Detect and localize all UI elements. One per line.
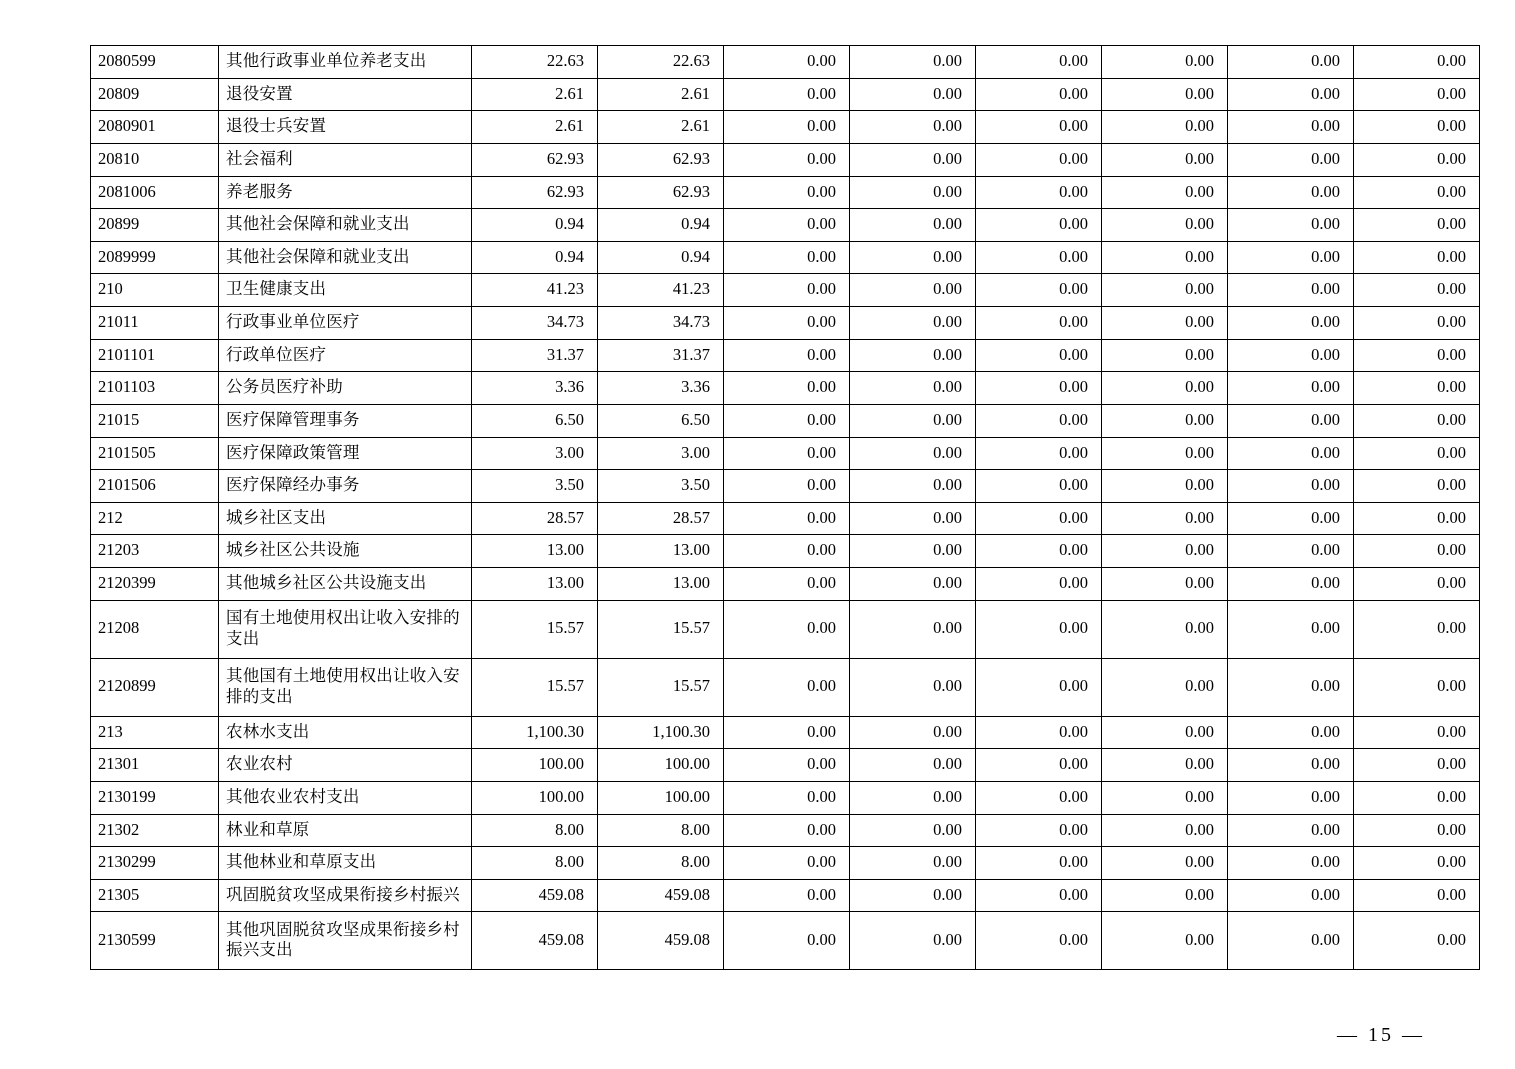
cell-amount: 0.00 (1102, 437, 1228, 470)
page-number: — 15 — (1337, 1024, 1425, 1046)
cell-amount: 28.57 (598, 502, 724, 535)
cell-code: 20899 (91, 209, 219, 242)
cell-amount: 0.00 (1228, 814, 1354, 847)
cell-amount: 0.00 (976, 502, 1102, 535)
cell-amount: 0.00 (724, 307, 850, 340)
cell-code: 20810 (91, 143, 219, 176)
table-row (91, 535, 1480, 568)
cell-code: 210 (91, 274, 219, 307)
cell-item-name: 退役士兵安置 (219, 111, 472, 144)
table-row (91, 176, 1480, 209)
cell-amount: 0.00 (724, 535, 850, 568)
budget-table-body (91, 46, 1480, 970)
cell-amount: 0.00 (976, 176, 1102, 209)
cell-amount: 0.00 (976, 209, 1102, 242)
cell-amount: 0.00 (1354, 437, 1480, 470)
cell-amount: 0.00 (976, 814, 1102, 847)
cell-amount: 100.00 (598, 749, 724, 782)
cell-amount: 0.00 (850, 658, 976, 716)
cell-amount: 0.00 (1228, 176, 1354, 209)
cell-amount: 8.00 (598, 847, 724, 880)
table-row (91, 143, 1480, 176)
cell-amount: 0.00 (976, 437, 1102, 470)
cell-amount: 0.00 (1228, 912, 1354, 970)
cell-amount: 0.00 (724, 78, 850, 111)
cell-code: 2120899 (91, 658, 219, 716)
table-row (91, 404, 1480, 437)
cell-amount: 22.63 (598, 46, 724, 79)
cell-amount: 0.00 (976, 568, 1102, 601)
cell-code: 21208 (91, 600, 219, 658)
cell-amount: 0.00 (724, 209, 850, 242)
cell-amount: 0.00 (1354, 535, 1480, 568)
cell-amount: 0.00 (1102, 600, 1228, 658)
cell-amount: 0.00 (1102, 502, 1228, 535)
cell-amount: 0.00 (724, 470, 850, 503)
cell-amount: 0.00 (724, 781, 850, 814)
table-row (91, 274, 1480, 307)
cell-item-name: 农业农村 (219, 749, 472, 782)
cell-amount: 0.00 (724, 437, 850, 470)
cell-amount: 8.00 (598, 814, 724, 847)
cell-item-name: 林业和草原 (219, 814, 472, 847)
table-row (91, 600, 1480, 658)
cell-amount: 0.00 (976, 535, 1102, 568)
cell-amount: 0.00 (1354, 781, 1480, 814)
cell-amount: 0.00 (1228, 437, 1354, 470)
table-row (91, 814, 1480, 847)
cell-amount: 0.00 (850, 339, 976, 372)
cell-amount: 100.00 (472, 781, 598, 814)
cell-amount: 0.00 (976, 274, 1102, 307)
budget-table (90, 45, 1480, 970)
cell-amount: 0.00 (1228, 372, 1354, 405)
cell-amount: 0.00 (850, 814, 976, 847)
cell-amount: 0.00 (724, 143, 850, 176)
cell-amount: 0.00 (850, 307, 976, 340)
cell-amount: 8.00 (472, 847, 598, 880)
cell-amount: 0.00 (1228, 404, 1354, 437)
cell-amount: 100.00 (472, 749, 598, 782)
cell-amount: 0.00 (1102, 176, 1228, 209)
table-row (91, 502, 1480, 535)
table-row (91, 372, 1480, 405)
cell-amount: 0.00 (850, 912, 976, 970)
cell-amount: 2.61 (598, 78, 724, 111)
cell-amount: 0.00 (850, 847, 976, 880)
cell-item-name: 其他巩固脱贫攻坚成果衔接乡村振兴支出 (219, 912, 472, 970)
cell-amount: 0.00 (1354, 716, 1480, 749)
cell-amount: 0.00 (850, 535, 976, 568)
cell-code: 21203 (91, 535, 219, 568)
cell-amount: 0.00 (1102, 339, 1228, 372)
cell-item-name: 其他行政事业单位养老支出 (219, 46, 472, 79)
cell-amount: 0.00 (724, 658, 850, 716)
cell-amount: 1,100.30 (472, 716, 598, 749)
cell-amount: 0.00 (976, 46, 1102, 79)
cell-amount: 6.50 (472, 404, 598, 437)
cell-item-name: 国有土地使用权出让收入安排的支出 (219, 600, 472, 658)
cell-amount: 0.00 (1228, 658, 1354, 716)
cell-amount: 0.00 (724, 372, 850, 405)
cell-item-name: 社会福利 (219, 143, 472, 176)
cell-item-name: 卫生健康支出 (219, 274, 472, 307)
cell-amount: 459.08 (472, 912, 598, 970)
budget-table-container (90, 45, 1466, 970)
cell-amount: 100.00 (598, 781, 724, 814)
cell-amount: 0.00 (850, 600, 976, 658)
cell-amount: 3.50 (598, 470, 724, 503)
cell-item-name: 医疗保障经办事务 (219, 470, 472, 503)
cell-amount: 0.00 (1228, 535, 1354, 568)
cell-amount: 3.50 (472, 470, 598, 503)
cell-amount: 0.00 (1102, 814, 1228, 847)
cell-amount: 41.23 (472, 274, 598, 307)
cell-amount: 0.00 (1102, 912, 1228, 970)
cell-amount: 0.00 (850, 716, 976, 749)
cell-item-name: 养老服务 (219, 176, 472, 209)
cell-amount: 0.00 (1102, 241, 1228, 274)
cell-amount: 0.00 (850, 879, 976, 912)
cell-amount: 0.94 (598, 241, 724, 274)
cell-amount: 0.00 (1354, 470, 1480, 503)
cell-amount: 0.00 (724, 716, 850, 749)
cell-code: 21305 (91, 879, 219, 912)
cell-amount: 0.00 (1102, 847, 1228, 880)
cell-amount: 0.00 (850, 749, 976, 782)
cell-amount: 3.36 (472, 372, 598, 405)
cell-amount: 0.00 (976, 372, 1102, 405)
cell-code: 2130199 (91, 781, 219, 814)
cell-item-name: 其他国有土地使用权出让收入安排的支出 (219, 658, 472, 716)
cell-amount: 0.00 (1354, 307, 1480, 340)
table-row (91, 209, 1480, 242)
cell-amount: 2.61 (472, 78, 598, 111)
cell-amount: 0.00 (850, 176, 976, 209)
table-row (91, 847, 1480, 880)
cell-item-name: 医疗保障管理事务 (219, 404, 472, 437)
cell-amount: 13.00 (598, 568, 724, 601)
cell-amount: 0.00 (1102, 749, 1228, 782)
cell-code: 2080599 (91, 46, 219, 79)
cell-amount: 0.00 (724, 568, 850, 601)
cell-amount: 0.00 (1102, 716, 1228, 749)
cell-amount: 15.57 (472, 600, 598, 658)
cell-amount: 0.00 (1228, 568, 1354, 601)
cell-amount: 0.00 (724, 879, 850, 912)
cell-amount: 0.00 (724, 176, 850, 209)
cell-amount: 0.00 (724, 404, 850, 437)
cell-amount: 0.00 (1354, 209, 1480, 242)
cell-amount: 0.00 (850, 209, 976, 242)
cell-amount: 0.00 (976, 241, 1102, 274)
cell-amount: 0.00 (1228, 716, 1354, 749)
cell-amount: 0.00 (850, 241, 976, 274)
cell-amount: 0.00 (1102, 372, 1228, 405)
cell-amount: 0.00 (1102, 209, 1228, 242)
cell-code: 2101101 (91, 339, 219, 372)
cell-amount: 0.00 (976, 879, 1102, 912)
cell-amount: 0.00 (1228, 143, 1354, 176)
cell-amount: 0.00 (1354, 749, 1480, 782)
cell-item-name: 其他农业农村支出 (219, 781, 472, 814)
cell-amount: 0.00 (1228, 470, 1354, 503)
cell-amount: 0.00 (1228, 339, 1354, 372)
table-row (91, 339, 1480, 372)
cell-item-name: 医疗保障政策管理 (219, 437, 472, 470)
cell-amount: 0.00 (1354, 879, 1480, 912)
cell-amount: 0.00 (976, 78, 1102, 111)
cell-amount: 0.00 (1228, 46, 1354, 79)
cell-amount: 0.00 (1354, 111, 1480, 144)
cell-amount: 0.94 (472, 209, 598, 242)
table-row (91, 749, 1480, 782)
cell-amount: 13.00 (472, 568, 598, 601)
cell-code: 2120399 (91, 568, 219, 601)
cell-amount: 0.00 (1228, 847, 1354, 880)
cell-amount: 0.00 (1228, 781, 1354, 814)
cell-amount: 3.00 (472, 437, 598, 470)
cell-amount: 0.00 (1354, 404, 1480, 437)
cell-amount: 0.00 (1354, 339, 1480, 372)
table-row (91, 437, 1480, 470)
cell-amount: 0.94 (472, 241, 598, 274)
cell-amount: 3.00 (598, 437, 724, 470)
cell-amount: 0.00 (850, 470, 976, 503)
cell-code: 2130299 (91, 847, 219, 880)
cell-amount: 34.73 (472, 307, 598, 340)
cell-amount: 0.00 (850, 46, 976, 79)
cell-amount: 0.00 (1228, 209, 1354, 242)
cell-amount: 0.00 (850, 111, 976, 144)
cell-amount: 13.00 (472, 535, 598, 568)
cell-code: 2080901 (91, 111, 219, 144)
cell-amount: 0.00 (850, 781, 976, 814)
table-row (91, 111, 1480, 144)
cell-amount: 62.93 (472, 143, 598, 176)
cell-amount: 0.00 (1354, 143, 1480, 176)
cell-amount: 0.00 (1354, 814, 1480, 847)
cell-item-name: 退役安置 (219, 78, 472, 111)
cell-amount: 0.00 (1228, 879, 1354, 912)
cell-amount: 62.93 (598, 143, 724, 176)
cell-amount: 41.23 (598, 274, 724, 307)
cell-item-name: 行政单位医疗 (219, 339, 472, 372)
cell-amount: 0.00 (1102, 274, 1228, 307)
cell-code: 21302 (91, 814, 219, 847)
cell-amount: 0.00 (976, 749, 1102, 782)
cell-amount: 0.00 (1228, 111, 1354, 144)
cell-amount: 0.00 (976, 339, 1102, 372)
cell-amount: 2.61 (472, 111, 598, 144)
cell-amount: 0.94 (598, 209, 724, 242)
cell-amount: 0.00 (850, 437, 976, 470)
cell-amount: 0.00 (1102, 470, 1228, 503)
cell-amount: 0.00 (976, 658, 1102, 716)
cell-code: 2081006 (91, 176, 219, 209)
cell-amount: 31.37 (598, 339, 724, 372)
cell-amount: 0.00 (976, 781, 1102, 814)
cell-amount: 0.00 (976, 912, 1102, 970)
cell-amount: 0.00 (976, 404, 1102, 437)
cell-item-name: 城乡社区支出 (219, 502, 472, 535)
cell-amount: 0.00 (724, 847, 850, 880)
cell-item-name: 行政事业单位医疗 (219, 307, 472, 340)
cell-amount: 0.00 (724, 600, 850, 658)
cell-code: 2101505 (91, 437, 219, 470)
cell-amount: 0.00 (1228, 78, 1354, 111)
cell-amount: 0.00 (976, 600, 1102, 658)
cell-amount: 0.00 (1354, 502, 1480, 535)
cell-amount: 0.00 (1228, 600, 1354, 658)
cell-amount: 8.00 (472, 814, 598, 847)
cell-amount: 459.08 (598, 879, 724, 912)
cell-amount: 0.00 (1102, 46, 1228, 79)
cell-amount: 0.00 (850, 78, 976, 111)
cell-amount: 0.00 (1228, 307, 1354, 340)
cell-amount: 0.00 (1102, 78, 1228, 111)
cell-amount: 6.50 (598, 404, 724, 437)
cell-code: 21011 (91, 307, 219, 340)
cell-amount: 62.93 (472, 176, 598, 209)
cell-code: 212 (91, 502, 219, 535)
cell-amount: 0.00 (1228, 274, 1354, 307)
table-row (91, 879, 1480, 912)
cell-item-name: 城乡社区公共设施 (219, 535, 472, 568)
cell-amount: 0.00 (1354, 241, 1480, 274)
table-row (91, 307, 1480, 340)
cell-amount: 459.08 (598, 912, 724, 970)
cell-amount: 22.63 (472, 46, 598, 79)
cell-amount: 28.57 (472, 502, 598, 535)
table-row (91, 912, 1480, 970)
cell-amount: 0.00 (850, 372, 976, 405)
cell-amount: 0.00 (724, 241, 850, 274)
cell-amount: 0.00 (1354, 658, 1480, 716)
cell-amount: 31.37 (472, 339, 598, 372)
cell-amount: 0.00 (724, 814, 850, 847)
cell-amount: 0.00 (724, 111, 850, 144)
cell-amount: 0.00 (1102, 535, 1228, 568)
cell-amount: 0.00 (724, 749, 850, 782)
cell-item-name: 公务员医疗补助 (219, 372, 472, 405)
cell-amount: 0.00 (1102, 781, 1228, 814)
cell-amount: 0.00 (850, 404, 976, 437)
cell-amount: 0.00 (1102, 111, 1228, 144)
table-row (91, 568, 1480, 601)
cell-amount: 1,100.30 (598, 716, 724, 749)
cell-item-name: 其他林业和草原支出 (219, 847, 472, 880)
table-row (91, 241, 1480, 274)
cell-amount: 0.00 (850, 568, 976, 601)
table-row (91, 78, 1480, 111)
cell-item-name: 其他社会保障和就业支出 (219, 241, 472, 274)
cell-amount: 0.00 (1102, 568, 1228, 601)
cell-amount: 459.08 (472, 879, 598, 912)
cell-amount: 0.00 (1354, 274, 1480, 307)
cell-code: 2089999 (91, 241, 219, 274)
table-row (91, 658, 1480, 716)
cell-code: 20809 (91, 78, 219, 111)
cell-code: 21301 (91, 749, 219, 782)
cell-amount: 0.00 (850, 143, 976, 176)
cell-item-name: 巩固脱贫攻坚成果衔接乡村振兴 (219, 879, 472, 912)
cell-amount: 0.00 (1354, 46, 1480, 79)
table-row (91, 716, 1480, 749)
cell-code: 2101506 (91, 470, 219, 503)
cell-amount: 0.00 (1228, 241, 1354, 274)
cell-amount: 15.57 (472, 658, 598, 716)
cell-item-name: 其他社会保障和就业支出 (219, 209, 472, 242)
table-row (91, 46, 1480, 79)
cell-amount: 0.00 (976, 143, 1102, 176)
cell-item-name: 农林水支出 (219, 716, 472, 749)
cell-amount: 0.00 (976, 847, 1102, 880)
cell-amount: 0.00 (1228, 502, 1354, 535)
cell-amount: 62.93 (598, 176, 724, 209)
cell-amount: 0.00 (1354, 176, 1480, 209)
cell-amount: 0.00 (1102, 143, 1228, 176)
cell-code: 213 (91, 716, 219, 749)
cell-amount: 0.00 (976, 716, 1102, 749)
cell-code: 2101103 (91, 372, 219, 405)
cell-amount: 0.00 (724, 912, 850, 970)
cell-amount: 13.00 (598, 535, 724, 568)
cell-amount: 0.00 (976, 470, 1102, 503)
cell-amount: 0.00 (1102, 307, 1228, 340)
cell-amount: 0.00 (724, 502, 850, 535)
cell-amount: 0.00 (1102, 879, 1228, 912)
cell-code: 2130599 (91, 912, 219, 970)
cell-amount: 0.00 (1354, 372, 1480, 405)
cell-amount: 0.00 (1354, 912, 1480, 970)
cell-amount: 0.00 (1102, 658, 1228, 716)
cell-amount: 0.00 (1354, 568, 1480, 601)
table-row (91, 470, 1480, 503)
cell-code: 21015 (91, 404, 219, 437)
cell-amount: 0.00 (1354, 600, 1480, 658)
cell-amount: 0.00 (1354, 78, 1480, 111)
cell-amount: 0.00 (976, 307, 1102, 340)
cell-amount: 0.00 (850, 502, 976, 535)
cell-amount: 15.57 (598, 600, 724, 658)
cell-amount: 15.57 (598, 658, 724, 716)
table-row (91, 781, 1480, 814)
cell-amount: 0.00 (724, 339, 850, 372)
cell-amount: 3.36 (598, 372, 724, 405)
cell-amount: 2.61 (598, 111, 724, 144)
cell-amount: 0.00 (976, 111, 1102, 144)
cell-amount: 0.00 (724, 274, 850, 307)
cell-amount: 0.00 (1354, 847, 1480, 880)
cell-amount: 0.00 (1228, 749, 1354, 782)
cell-amount: 34.73 (598, 307, 724, 340)
cell-amount: 0.00 (850, 274, 976, 307)
cell-amount: 0.00 (724, 46, 850, 79)
cell-item-name: 其他城乡社区公共设施支出 (219, 568, 472, 601)
cell-amount: 0.00 (1102, 404, 1228, 437)
